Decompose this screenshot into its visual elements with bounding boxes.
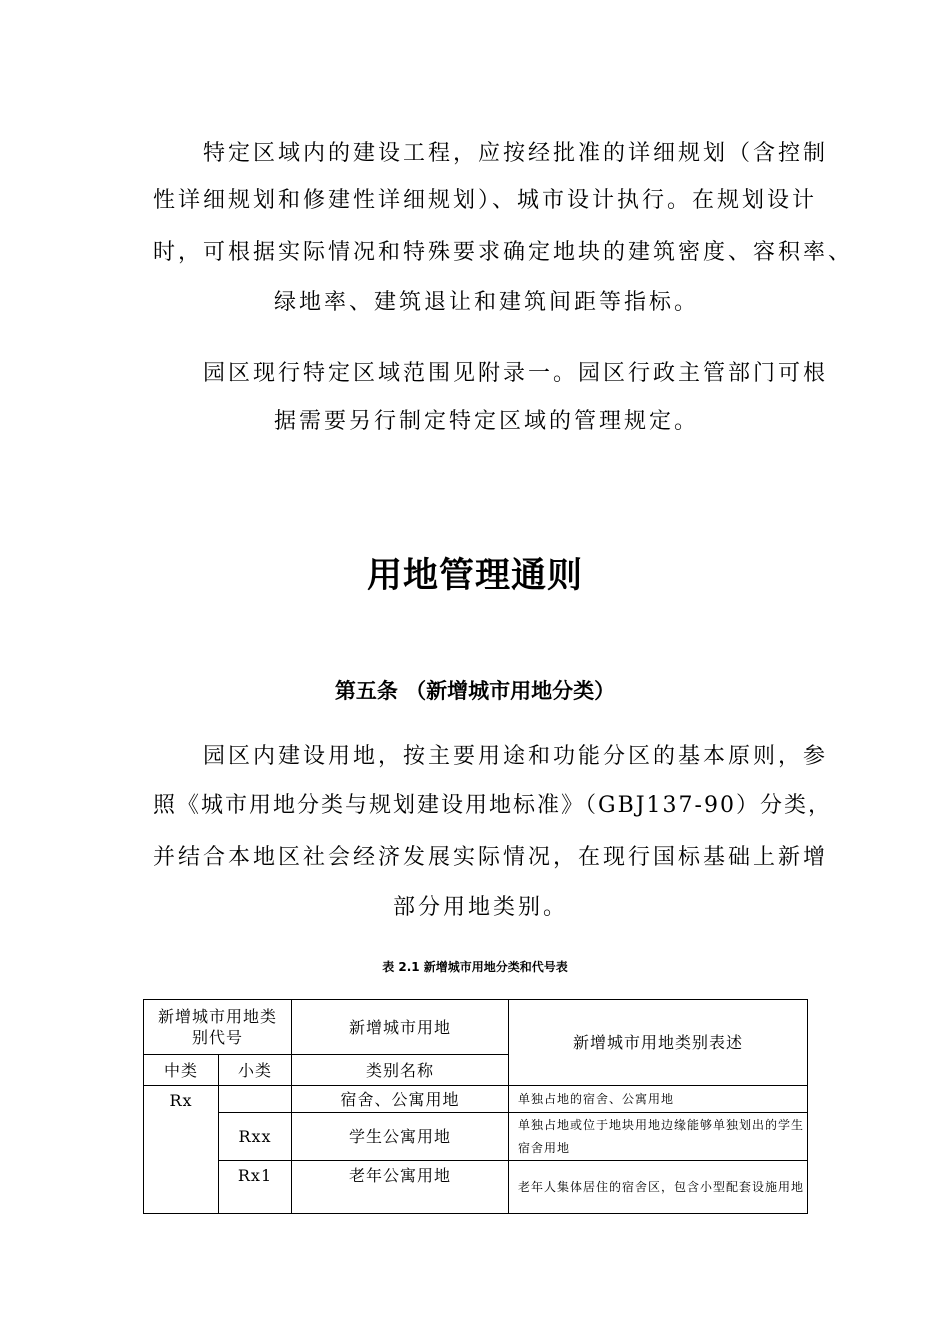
paragraph-line: 园区内建设用地，按主要用途和功能分区的基本原则，参	[203, 744, 829, 769]
paragraph-line: 园区现行特定区域范围见附录一。园区行政主管部门可根	[203, 361, 829, 386]
header-name-group-line2: 类别名称	[292, 1055, 509, 1086]
paragraph-line: 部分用地类别。	[393, 895, 569, 920]
paragraph-line: 并结合本地区社会经济发展实际情况，在现行国标基础上新增	[153, 845, 829, 870]
header-mid-class: 中类	[144, 1055, 219, 1086]
cell-sub-class	[219, 1086, 292, 1113]
cell-name: 学生公寓用地	[292, 1113, 509, 1161]
header-sub-class: 小类	[219, 1055, 292, 1086]
cell-mid-class: Rx	[144, 1086, 219, 1214]
table-row	[144, 1113, 808, 1161]
table-header-row	[144, 1000, 808, 1055]
paragraph-line: 性详细规划和修建性详细规划）、城市设计执行。在规划设计	[153, 188, 818, 213]
paragraph-line: 据需要另行制定特定区域的管理规定。	[274, 409, 700, 434]
paragraph-line: 绿地率、建筑退让和建筑间距等指标。	[274, 290, 700, 315]
header-description: 新增城市用地类别表述	[509, 1000, 808, 1086]
cell-description: 单独占地或位于地块用地边缘能够单独划出的学生宿舍用地	[509, 1113, 808, 1161]
cell-description: 单独占地的宿舍、公寓用地	[509, 1086, 808, 1113]
paragraph-line: 特定区域内的建设工程，应按经批准的详细规划（含控制	[203, 141, 829, 166]
table-row	[144, 1161, 808, 1214]
cell-sub-class: Rxx	[219, 1113, 292, 1161]
cell-name: 宿舍、公寓用地	[292, 1086, 509, 1113]
land-use-table	[143, 999, 808, 1214]
cell-description: 老年人集体居住的宿舍区，包含小型配套设施用地	[509, 1161, 808, 1214]
table-row	[144, 1086, 808, 1113]
header-code-group: 新增城市用地类别代号	[144, 1000, 292, 1055]
table-caption: 表 2.1 新增城市用地分类和代号表	[382, 960, 568, 974]
cell-sub-class: Rx1	[219, 1161, 292, 1214]
article-title: 第五条 （新增城市用地分类）	[334, 679, 616, 703]
paragraph-line: 时，可根据实际情况和特殊要求确定地块的建筑密度、容积率、	[153, 240, 854, 265]
paragraph-line: 照《城市用地分类与规划建设用地标准》（GBJ137-90）分类，	[153, 793, 832, 818]
header-name-group-line1: 新增城市用地	[292, 1000, 509, 1055]
cell-name: 老年公寓用地	[292, 1161, 509, 1214]
section-title: 用地管理通则	[366, 556, 583, 596]
